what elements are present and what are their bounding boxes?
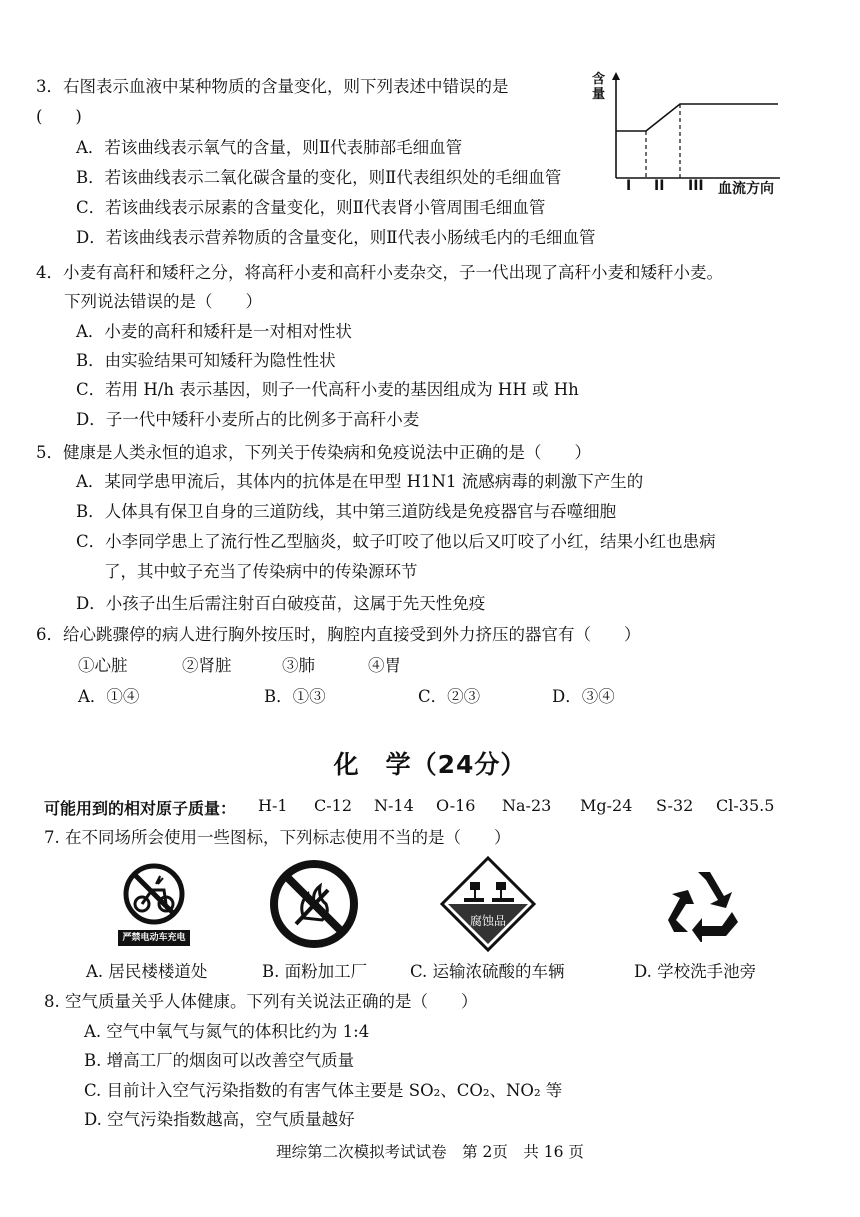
q8-option-b: B. 增高工厂的烟囱可以改善空气质量 <box>84 1051 355 1070</box>
q3-chart <box>590 70 790 200</box>
q6-option-b: B．①③ <box>264 687 326 706</box>
mass-mg: Mg-24 <box>580 796 633 815</box>
q3-stem: 3．右图表示血液中某种物质的含量变化，则下列表述中错误的是 <box>36 77 509 96</box>
y-axis-arrow <box>612 72 620 80</box>
section-title: 化 学（24分） <box>333 750 527 779</box>
chart-xlabel: 血流方向 <box>718 181 774 197</box>
mass-s: S-32 <box>656 796 694 815</box>
corrosive-icon <box>440 856 536 952</box>
q8-stem: 8. 空气质量关乎人体健康。下列有关说法正确的是（ ） <box>44 992 478 1011</box>
q6-option-c: C．②③ <box>418 687 481 706</box>
chart-seg-2: II <box>654 178 665 194</box>
q6-item-1: ①心脏 <box>78 656 128 675</box>
q5-option-c: C．小李同学患上了流行性乙型脑炎，蚊子叮咬了他以后又叮咬了小红，结果小红也患病 <box>76 532 716 551</box>
chart-ylabel: 含量 <box>592 72 606 102</box>
q3-option-b: B．若该曲线表示二氧化碳含量的变化，则Ⅱ代表组织处的毛细血管 <box>76 168 562 187</box>
mass-n: N-14 <box>374 796 414 815</box>
sign-a-caption: A. 居民楼楼道处 <box>86 962 208 981</box>
no-ebike-charging-icon <box>116 860 192 946</box>
q6-stem: 6．给心跳骤停的病人进行胸外按压时，胸腔内直接受到外力挤压的器官有（ ） <box>36 625 641 644</box>
q5-stem: 5．健康是人类永恒的追求，下列关于传染病和免疫说法中正确的是（ ） <box>36 443 591 462</box>
page-footer: 理综第二次模拟考试试卷 第 2页 共 16 页 <box>276 1143 584 1161</box>
q3-option-d: D．若该曲线表示营养物质的含量变化，则Ⅱ代表小肠绒毛内的毛细血管 <box>76 228 596 247</box>
q6-option-d: D．③④ <box>552 687 615 706</box>
q4-option-d: D．子一代中矮秆小麦所占的比例多于高秆小麦 <box>76 410 420 429</box>
no-fire-svg <box>268 858 360 950</box>
mass-na: Na-23 <box>502 796 552 815</box>
mass-c: C-12 <box>314 796 353 815</box>
q6-item-3: ③肺 <box>282 656 315 675</box>
sign-d-caption: D. 学校洗手池旁 <box>634 962 757 981</box>
q3-answer-paren: ( ) <box>36 107 82 126</box>
q5-option-b: B．人体具有保卫自身的三道防线，其中第三道防线是免疫器官与吞噬细胞 <box>76 502 617 521</box>
corrosive-svg <box>440 856 536 952</box>
q4-stem-line2: 下列说法错误的是（ ） <box>64 292 262 311</box>
sign-c-text: 腐蚀品 <box>469 914 506 928</box>
q8-option-d: D. 空气污染指数越高，空气质量越好 <box>84 1110 355 1129</box>
recycle-svg <box>662 862 746 942</box>
atomic-masses-label: 可能用到的相对原子质量： <box>44 799 237 818</box>
sign-c-caption: C. 运输浓硫酸的车辆 <box>410 962 565 981</box>
q4-option-b: B．由实验结果可知矮秆为隐性性状 <box>76 351 336 370</box>
q4-stem-line1: 4．小麦有高秆和矮秆之分，将高秆小麦和高秆小麦杂交，子一代出现了高秆小麦和矮秆小麦。 <box>36 263 723 282</box>
no-fire-icon <box>268 858 360 950</box>
q6-option-a: A．①④ <box>78 687 140 706</box>
mass-cl: Cl-35.5 <box>716 796 775 815</box>
q4-option-a: A．小麦的高秆和矮秆是一对相对性状 <box>76 322 352 341</box>
no-ebike-charging-svg <box>116 860 192 928</box>
q5-option-a: A．某同学患甲流后，其体内的抗体是在甲型 H1N1 流感病毒的刺激下产生的 <box>76 472 644 491</box>
q3-option-c: C．若该曲线表示尿素的含量变化，则Ⅱ代表肾小管周围毛细血管 <box>76 198 546 217</box>
q5-option-d: D．小孩子出生后需注射百白破疫苗，这属于先天性免疫 <box>76 594 486 613</box>
chart-seg-3: III <box>688 178 704 194</box>
q7-stem: 7. 在不同场所会使用一些图标，下列标志使用不当的是（ ） <box>44 828 511 847</box>
q4-option-c: C．若用 H/h 表示基因，则子一代高秆小麦的基因组成为 HH 或 Hh <box>76 380 579 399</box>
chart-seg-1: I <box>626 178 632 194</box>
sign-b-caption: B. 面粉加工厂 <box>262 962 368 981</box>
sign-a-text: 严禁电动车充电 <box>118 930 190 946</box>
mass-h: H-1 <box>258 796 288 815</box>
q5-option-c-cont: 了，其中蚊子充当了传染病中的传染源环节 <box>104 562 418 581</box>
mass-o: O-16 <box>436 796 476 815</box>
content-curve <box>616 104 778 131</box>
q6-item-2: ②肾脏 <box>182 656 232 675</box>
q8-option-c: C. 目前计入空气污染指数的有害气体主要是 SO₂、CO₂、NO₂ 等 <box>84 1081 563 1100</box>
q6-item-4: ④胃 <box>368 656 401 675</box>
recycle-icon <box>662 862 746 942</box>
q8-option-a: A. 空气中氧气与氮气的体积比约为 1:4 <box>84 1022 370 1041</box>
q3-option-a: A．若该曲线表示氧气的含量，则Ⅱ代表肺部毛细血管 <box>76 138 463 157</box>
